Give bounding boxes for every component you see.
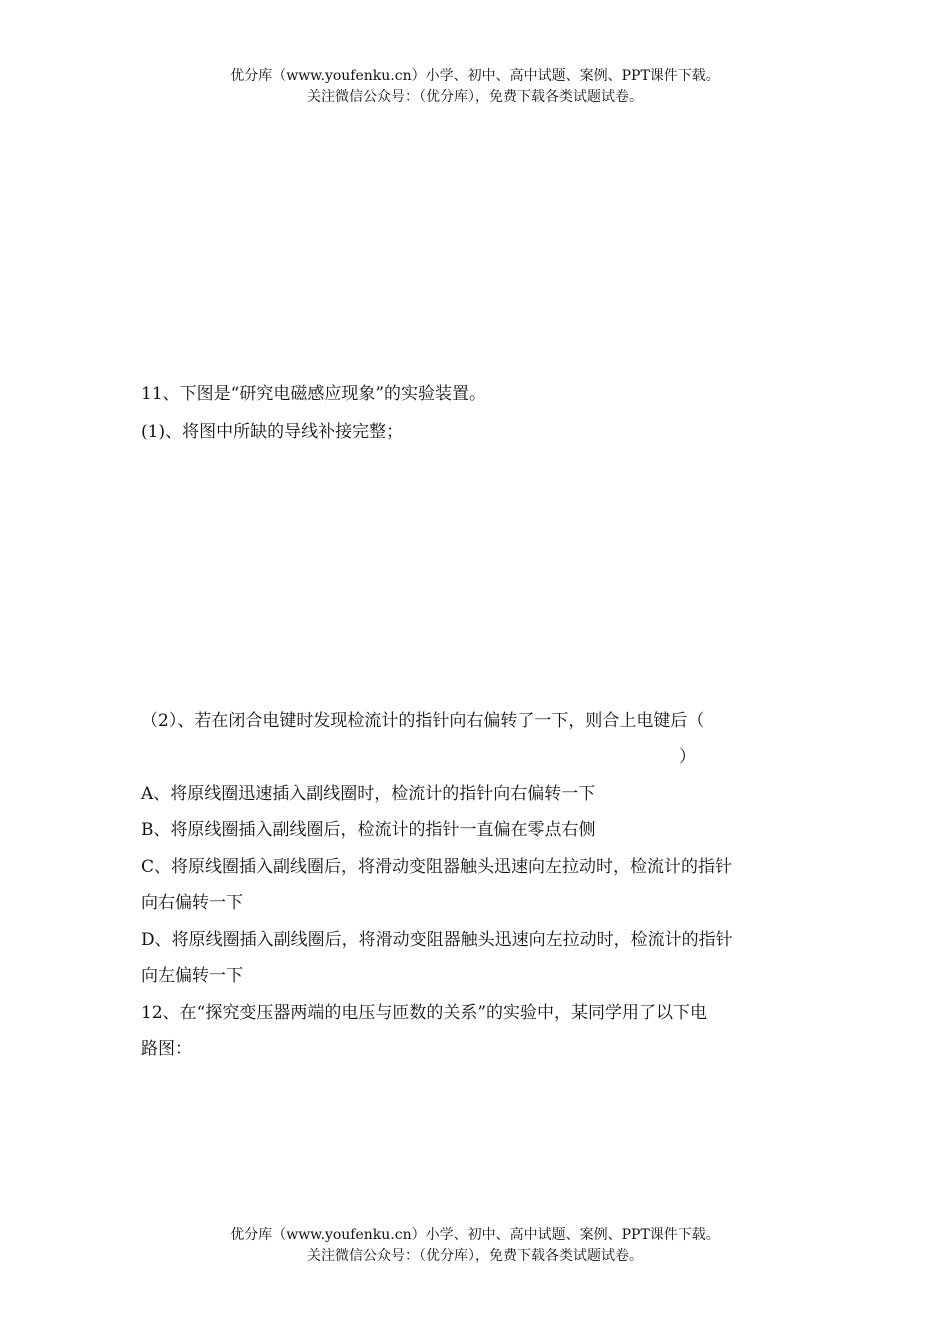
option-a: A、将原线圈迅速插入副线圈时，检流计的指针向右偏转一下 bbox=[141, 784, 596, 804]
page-header bbox=[0, 66, 950, 108]
question-11-part-2: （2）、若在闭合电键时发现检流计的指针向右偏转了一下，则合上电键后（ bbox=[141, 711, 705, 731]
figure-placeholder-apparatus bbox=[141, 460, 811, 690]
figure-placeholder-top bbox=[141, 140, 811, 370]
question-12-line-2: 路图： bbox=[141, 1039, 192, 1059]
answer-bracket-close: ） bbox=[679, 747, 696, 767]
option-d: D、将原线圈插入副线圈后，将滑动变阻器触头迅速向左拉动时，检流计的指针 bbox=[141, 930, 733, 950]
question-11-part-1: (1)、将图中所缺的导线补接完整； bbox=[141, 422, 404, 442]
question-11-title: 11、下图是“研究电磁感应现象”的实验装置。 bbox=[141, 384, 487, 404]
footer-line-2: 关注微信公众号：（优分库），免费下载各类试题试卷。 bbox=[307, 1248, 643, 1264]
option-c: C、将原线圈插入副线圈后，将滑动变阻器触头迅速向左拉动时，检流计的指针 bbox=[141, 857, 733, 877]
question-12-line-1: 12、在“探究变压器两端的电压与匝数的关系”的实验中，某同学用了以下电 bbox=[141, 1003, 708, 1023]
footer-line-1: 优分库（www.youfenku.cn）小学、初中、高中试题、案例、PPT课件下载。 bbox=[230, 1227, 720, 1243]
page-footer bbox=[0, 1225, 950, 1267]
option-d-continued: 向左偏转一下 bbox=[141, 966, 243, 986]
option-b: B、将原线圈插入副线圈后，检流计的指针一直偏在零点右侧 bbox=[141, 820, 596, 840]
header-line-2: 关注微信公众号：（优分库），免费下载各类试题试卷。 bbox=[307, 89, 643, 105]
option-c-continued: 向右偏转一下 bbox=[141, 893, 243, 913]
figure-placeholder-circuit bbox=[141, 1075, 811, 1205]
header-line-1: 优分库（www.youfenku.cn）小学、初中、高中试题、案例、PPT课件下载。 bbox=[230, 68, 720, 84]
